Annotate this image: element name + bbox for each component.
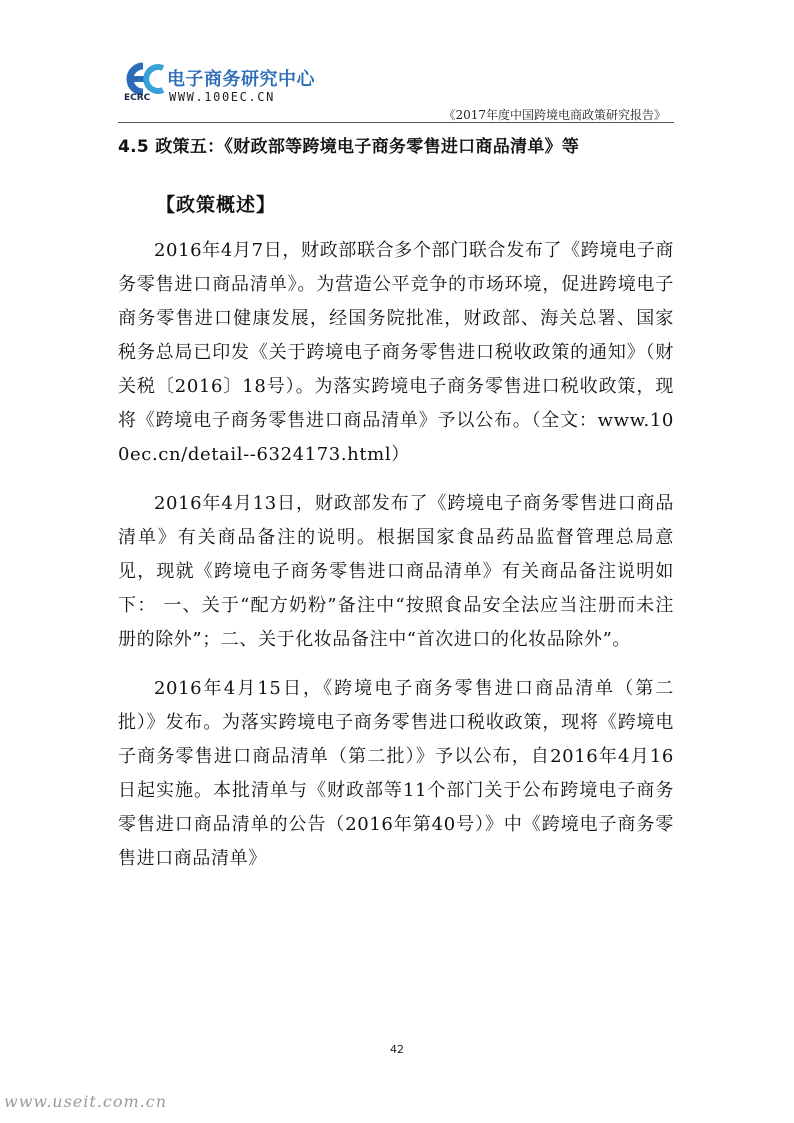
page-number: 42 bbox=[390, 1043, 404, 1056]
paragraph-3: 2016年4月15日，《跨境电子商务零售进口商品清单（第二批）》发布。为落实跨境电子商务零售进口税收政策，现将《跨境电子商务零售进口商品清单（第二批）》予以公布，自2016年4月16日起实施。本批清单与《财政部等11个部门关于公布跨境电子商务零售进口商品清单的公告（2016年第40号）》中《跨境电子商务零售进口商品清单》 bbox=[118, 678, 674, 869]
logo-abbr: ECRC bbox=[124, 93, 151, 103]
logo-title: 电子商务研究中心 bbox=[167, 69, 315, 90]
logo-url: WWW.100EC.CN bbox=[169, 90, 275, 104]
paragraph-2: 2016年4月13日，财政部发布了《跨境电子商务零售进口商品清单》有关商品备注的说明。根据国家食品药品监督管理总局意见，现就《跨境电子商务零售进口商品清单》有关商品备注说明如下： 一、关于“配方奶粉”备注中“按照食品安全法应当注册而未注册的除外”；二、关于化妆品备注中“首次进口的化妆品除外”。 bbox=[118, 493, 674, 650]
header-divider bbox=[118, 122, 674, 123]
report-title: 《2017年度中国跨境电商政策研究报告》 bbox=[443, 108, 666, 122]
watermark: www.useit.com.cn bbox=[4, 1092, 168, 1111]
logo bbox=[121, 62, 321, 112]
ecrc-logo-icon bbox=[121, 62, 169, 96]
paragraph-1: 2016年4月7日，财政部联合多个部门联合发布了《跨境电子商务零售进口商品清单》。为营造公平竞争的市场环境，促进跨境电子商务零售进口健康发展，经国务院批准，财政部、海关总署、国家税务总局已印发《关于跨境电子商务零售进口税收政策的通知》（财关税〔2016〕18号）。为落实跨境电子商务零售进口税收政策，现将《跨境电子商务零售进口商品清单》予以公布。（全文：www.100ec.cn/detail--6324173.html） bbox=[118, 240, 674, 465]
body-text bbox=[118, 234, 674, 891]
sub-heading: 【政策概述】 bbox=[156, 194, 277, 216]
section-title: 4.5 政策五：《财政部等跨境电子商务零售进口商品清单》等 bbox=[118, 137, 580, 157]
